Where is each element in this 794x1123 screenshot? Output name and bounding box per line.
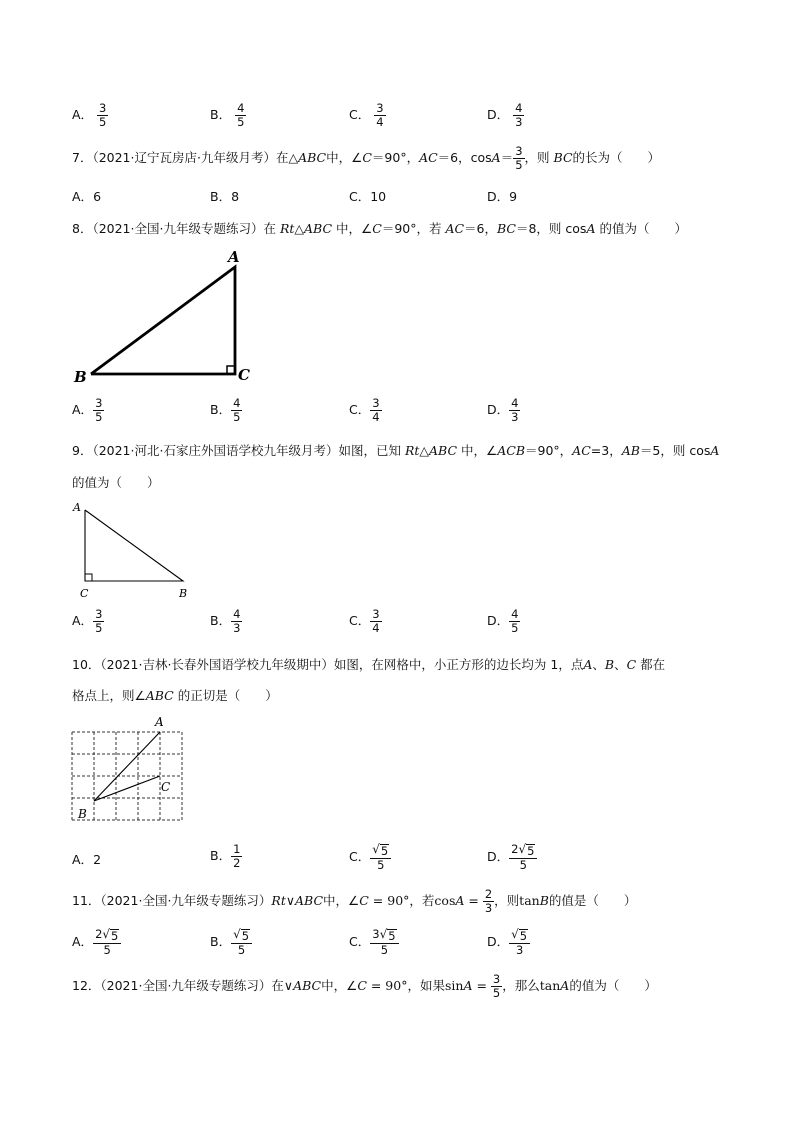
q8-right-triangle-figure — [70, 245, 260, 390]
q9-option-d[interactable]: D． $\frac{4}{5}$ — [487, 607, 519, 635]
q10-option-b[interactable]: B． $\frac{1}{2}$ — [210, 842, 241, 870]
q8-option-a[interactable]: A． $\frac{3}{5}$ — [72, 396, 103, 424]
q10-option-c[interactable]: C． √ 5 5 — [349, 843, 391, 872]
vertex-label-c: C — [80, 587, 89, 600]
segment-bc — [94, 776, 160, 801]
q6-option-c[interactable]: C． $\frac{3}{4}$ — [349, 101, 384, 129]
right-angle-mark — [85, 574, 92, 581]
vertex-label-c: C — [238, 366, 250, 384]
vertex-label-c: C — [161, 780, 171, 794]
question-8-text: 8．（2021·全国·九年级专题练习）在 Rt△ABC 中，∠C＝90°，若 AC＝6，BC＝8，则 cosA 的值为（ ） — [72, 221, 687, 236]
question-11-text: 11．（2021·全国·九年级专题练习）Rt∨ABC中，∠C = 90°，若cosA = $\frac{2}{3}$ ，则tanB的值是（ ） — [72, 887, 637, 915]
question-12-text: 12．（2021·全国·九年级专题练习）在∨ABC中，∠C = 90°，如果sinA = $\frac{3}{5}$ ，那么tanA的值为（ ） — [72, 972, 657, 1000]
q9-option-a[interactable]: A． $\frac{3}{5}$ — [72, 607, 103, 635]
q11-option-c[interactable]: C． 3 √ 5 5 — [349, 928, 399, 957]
fraction: $\frac{3}{5}$ — [515, 144, 523, 172]
triangle-abc — [91, 267, 235, 374]
q10-option-a[interactable]: A．2 — [72, 852, 102, 867]
q7-option-d[interactable]: D．9 — [487, 189, 518, 204]
q11-option-b[interactable]: B． √ 5 5 — [210, 928, 252, 957]
fraction: $\frac{4}{3}$ — [515, 101, 523, 129]
vertex-label-a: A — [73, 501, 81, 514]
vertex-label-b: B — [78, 807, 87, 821]
question-9-text-line1: 9．（2021·河北·石家庄外国语学校九年级月考）如图，已知 Rt△ABC 中，∠ACB＝90°，AC=3，AB＝5，则 cosA — [72, 443, 720, 458]
q8-option-b[interactable]: B． $\frac{4}{5}$ — [210, 396, 241, 424]
fraction: $\frac{3}{5}$ — [99, 101, 107, 129]
question-10-text-line1: 10．（2021·吉林·长春外国语学校九年级期中）如图，在网格中，小正方形的边长均为 1，点A、B、C 都在 — [72, 657, 666, 672]
q10-option-d[interactable]: D． 2 √ 5 5 — [487, 843, 537, 872]
q7-option-c[interactable]: C．10 — [349, 189, 387, 204]
q6-option-b[interactable]: B． $\frac{4}{5}$ — [210, 101, 245, 129]
q11-option-d[interactable]: D． √ 5 3 — [487, 928, 530, 957]
q11-option-a[interactable]: A． 2 √ 5 5 — [72, 928, 121, 957]
question-9-text-line2: 的值为（ ） — [72, 475, 160, 490]
question-10-text-line2: 格点上，则∠ABC 的正切是（ ） — [72, 688, 278, 703]
segment-ba — [94, 732, 160, 801]
q9-option-c[interactable]: C． $\frac{3}{4}$ — [349, 607, 380, 635]
q10-grid-figure — [66, 714, 190, 830]
q7-option-a[interactable]: A．6 — [72, 189, 102, 204]
fraction: $\frac{3}{4}$ — [376, 101, 384, 129]
vertex-label-b: B — [179, 587, 188, 600]
q8-option-d[interactable]: D． $\frac{4}{3}$ — [487, 396, 519, 424]
fraction: $\frac{4}{5}$ — [237, 101, 245, 129]
grid-lines — [72, 732, 182, 820]
vertex-label-a: A — [155, 715, 164, 729]
q9-right-triangle-figure — [68, 498, 198, 603]
triangle-abc — [85, 510, 183, 581]
q7-option-b[interactable]: B．8 — [210, 189, 240, 204]
fraction: $\frac{3}{5}$ — [492, 972, 501, 1000]
question-7-text: 7．（2021·辽宁瓦房店·九年级月考）在△ABC中，∠C＝90°，AC＝6，cosA＝ $\frac{3}{5}$ ，则 BC的长为（ ） — [72, 144, 661, 172]
q8-option-c[interactable]: C． $\frac{3}{4}$ — [349, 396, 380, 424]
q6-option-d[interactable]: D． $\frac{4}{3}$ — [487, 101, 523, 129]
fraction: $\frac{2}{3}$ — [484, 887, 493, 915]
q9-option-b[interactable]: B． $\frac{4}{3}$ — [210, 607, 241, 635]
vertex-label-a: A — [228, 248, 240, 266]
q6-option-a[interactable]: A． $\frac{3}{5}$ — [72, 101, 107, 129]
vertex-label-b: B — [74, 368, 87, 386]
